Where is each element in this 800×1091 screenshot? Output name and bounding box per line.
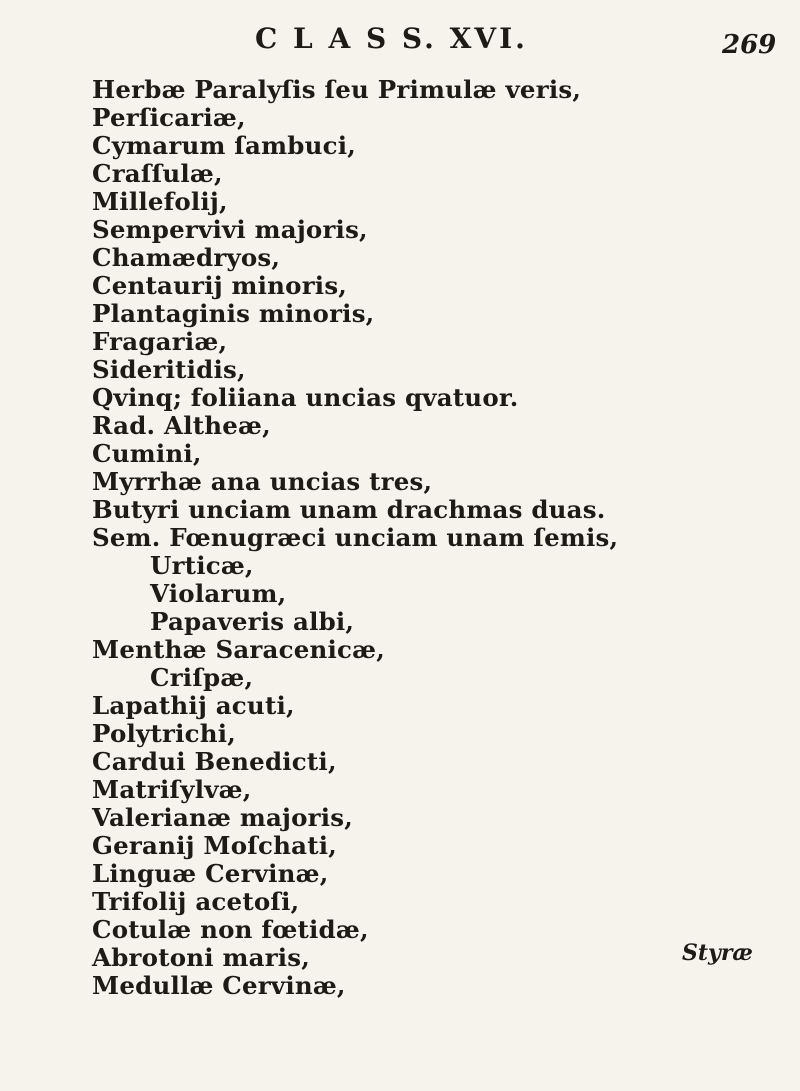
- text-line: Trifolij acetoſi,: [92, 887, 300, 916]
- text-line: Lapathij acuti,: [92, 691, 295, 720]
- text-line: Sem. Fœnugræci unciam unam ſemis,: [92, 523, 619, 552]
- text-line: Centaurij minoris,: [92, 271, 348, 300]
- text-line: Criſpæ,: [150, 663, 254, 692]
- page-number: 269: [722, 30, 777, 60]
- text-line: Rad. Altheæ,: [92, 411, 271, 440]
- text-line: Medullæ Cervinæ,: [92, 971, 346, 1000]
- catchword: Styræ: [682, 940, 753, 966]
- text-line: Perſicariæ,: [92, 103, 246, 132]
- text-line: Chamædryos,: [92, 243, 281, 272]
- text-line: Geranij Moſchati,: [92, 831, 337, 860]
- text-line: Millefolij,: [92, 187, 228, 216]
- text-line: Violarum,: [150, 579, 287, 608]
- text-line: Polytrichi,: [92, 719, 236, 748]
- text-line: Plantaginis minoris,: [92, 299, 375, 328]
- text-line: Urticæ,: [150, 551, 254, 580]
- text-line: Cardui Benedicti,: [92, 747, 337, 776]
- text-line: Craſſulæ,: [92, 159, 223, 188]
- text-line: Papaveris albi,: [150, 607, 355, 636]
- running-title: C L A S S. XVI.: [255, 22, 528, 55]
- text-line: Linguæ Cervinæ,: [92, 859, 329, 888]
- text-line: Abrotoni maris,: [92, 943, 311, 972]
- text-line: Valerianæ majoris,: [92, 803, 353, 832]
- text-line: Cotulæ non fœtidæ,: [92, 915, 369, 944]
- text-line: Matriſylvæ,: [92, 775, 252, 804]
- text-line: Myrrhæ ana uncias tres,: [92, 467, 433, 496]
- text-line: Sempervivi majoris,: [92, 215, 368, 244]
- text-line: Cumini,: [92, 439, 202, 468]
- text-line: Menthæ Saracenicæ,: [92, 635, 385, 664]
- text-line: Herbæ Paralyſis ſeu Primulæ veris,: [92, 75, 582, 104]
- text-line: Butyri unciam unam drachmas duas.: [92, 495, 606, 524]
- text-line: Qvinq; foliiana uncias qvatuor.: [92, 383, 519, 412]
- text-line: Sideritidis,: [92, 355, 246, 384]
- text-line: Cymarum ſambuci,: [92, 131, 356, 160]
- text-line: Fragariæ,: [92, 327, 228, 356]
